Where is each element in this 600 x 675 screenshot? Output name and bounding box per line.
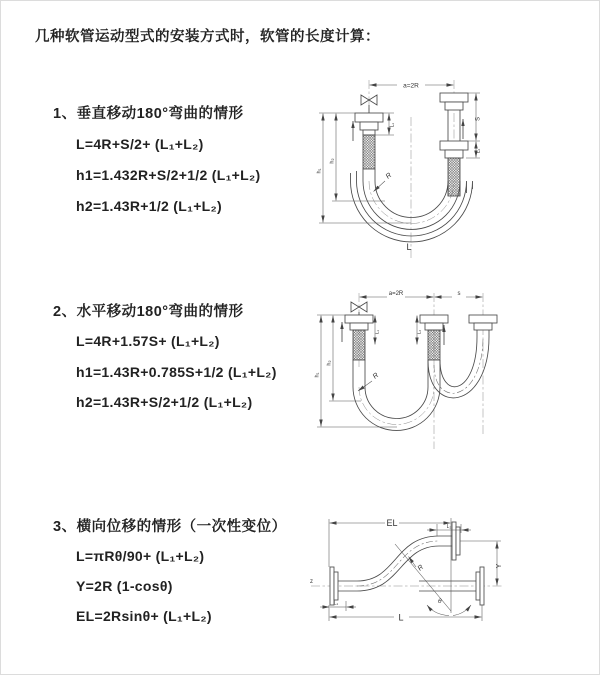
section3-formula-EL: EL=2Rsinθ+ (L₁+L₂) bbox=[76, 608, 212, 624]
centerlines bbox=[369, 80, 454, 259]
section2-formula-h1: h1=1.43R+0.785S+1/2 (L₁+L₂) bbox=[76, 364, 277, 380]
section1-formula-h1: h1=1.432R+S/2+1/2 (L₁+L₂) bbox=[76, 167, 261, 183]
centerlines bbox=[311, 541, 504, 586]
middle-pipe-fitting bbox=[420, 315, 448, 360]
dim-h2-label: h₂ bbox=[329, 158, 336, 164]
section1-formula-h2: h2=1.43R+1/2 (L₁+L₂) bbox=[76, 198, 223, 214]
dim-l-label: L bbox=[398, 612, 404, 623]
section2-formula-L: L=4R+1.57S+ (L₁+L₂) bbox=[76, 333, 220, 349]
section3-formula-L: L=πRθ/90+ (L₁+L₂) bbox=[76, 548, 205, 564]
radius-label: R bbox=[416, 563, 426, 573]
left-pipe-fitting bbox=[342, 315, 373, 360]
hose-arcs-position1 bbox=[353, 360, 440, 430]
braid-section bbox=[448, 158, 460, 196]
right-pipe-fitting bbox=[440, 93, 468, 196]
section1-formula-L: L=4R+S/2+ (L₁+L₂) bbox=[76, 136, 204, 152]
braid-section bbox=[363, 135, 375, 169]
dim-L2 bbox=[427, 524, 471, 536]
length-label: L bbox=[406, 242, 412, 252]
dim-h2-label: h₂ bbox=[326, 360, 333, 366]
dim-span-label: a=2R bbox=[388, 290, 404, 297]
dim-l1-label: L₁ bbox=[389, 122, 396, 128]
section3-heading: 3、横向位移的情形（一次性变位） bbox=[53, 519, 287, 535]
dim-span-label: a=2R bbox=[403, 82, 419, 90]
dim-s-label: S bbox=[475, 116, 482, 122]
diagram-lateral-displacement bbox=[299, 511, 599, 651]
dim-h1-label: h₁ bbox=[316, 168, 323, 174]
section1-heading: 1、垂直移动180°弯曲的情形 bbox=[53, 106, 244, 122]
dim-el-label: EL bbox=[386, 518, 398, 528]
section3-formula-Y: Y=2R (1-cosθ) bbox=[76, 578, 173, 594]
page-title: 几种软管运动型式的安装方式时，软管的长度计算： bbox=[35, 29, 380, 45]
dim-l2-label: L₂ bbox=[475, 148, 482, 154]
radius-label: R bbox=[371, 371, 381, 381]
theta-label: θ bbox=[438, 598, 442, 605]
section2-heading: 2、水平移动180°弯曲的情形 bbox=[53, 304, 244, 320]
datum-z-label: z bbox=[310, 579, 313, 585]
dim-l1-label: L₁ bbox=[375, 329, 381, 335]
valve-icon bbox=[351, 302, 367, 315]
dim-span bbox=[360, 291, 483, 297]
dim-y-label: Y bbox=[496, 563, 503, 569]
dim-l2-label: L₂ bbox=[417, 329, 423, 335]
dim-L1 bbox=[320, 601, 356, 612]
diagram-horizontal-180 bbox=[309, 287, 599, 459]
dim-ports bbox=[375, 316, 423, 345]
diagram-vertical-180 bbox=[309, 69, 599, 264]
left-pipe-fitting bbox=[353, 113, 383, 169]
radius-callout bbox=[374, 172, 394, 192]
dim-span bbox=[370, 83, 454, 90]
dim-l1-label: L₁ bbox=[333, 600, 339, 607]
radius-callout bbox=[358, 372, 380, 391]
dim-h1-label: h₁ bbox=[314, 372, 321, 378]
radius-label: R bbox=[384, 171, 394, 181]
section2-formula-h2: h2=1.43R+S/2+1/2 (L₁+L₂) bbox=[76, 394, 253, 410]
dim-EL bbox=[329, 518, 451, 567]
dim-l2-label: L₂ bbox=[446, 524, 452, 530]
dim-s-label: s bbox=[457, 290, 461, 297]
